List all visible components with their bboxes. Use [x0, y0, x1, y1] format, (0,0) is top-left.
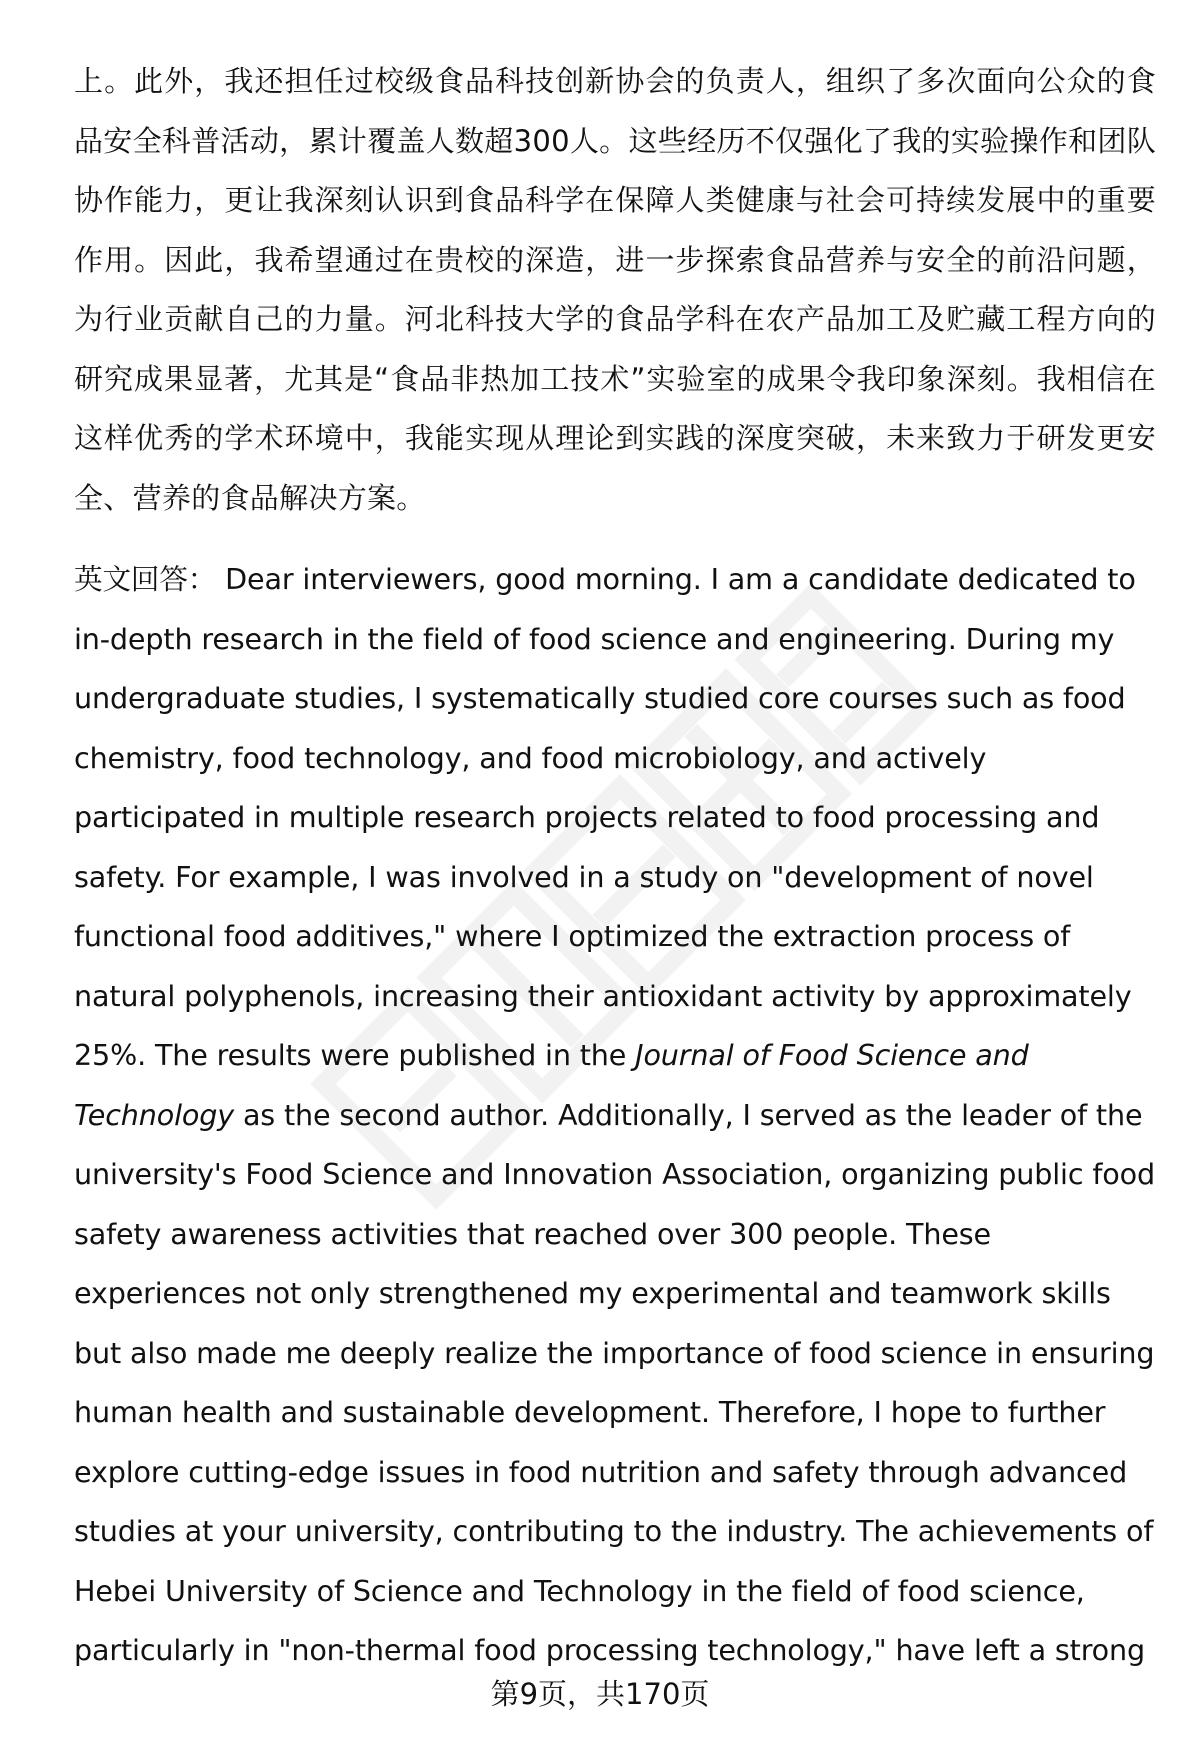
english-answer-text-part2: as the second author. Additionally, I served as the leader of the university's Food Science and Innovation Association, organizing public food safety awareness activities that reached over 300 people. These experiences not only strengthened my experimental and teamwork skills but also made me deeply realize the importance of food science in ensuring human health and sustainable development. Therefore, I hope to further explore cutting-edge issues in food nutrition and safety through advanced studies at your university, contributing to the industry. The achievements of Hebei University of Science and Technology in the field of food science, particularly in "non-thermal food processing technology," have left a strong — [74, 1097, 1155, 1667]
journal-title: Journal of Food Science and Technology — [74, 1038, 1029, 1132]
chinese-answer-paragraph: 上。此外，我还担任过校级食品科技创新协会的负责人，组织了多次面向公众的食品安全科普活动，累计覆盖人数超300人。这些经历不仅强化了我的实验操作和团队协作能力，更让我深刻认识到食品科学在保障人类健康与社会可持续发展中的重要作用。因此，我希望通过在贵校的深造，进一步探索食品营养与安全的前沿问题，为行业贡献自己的力量。河北科技大学的食品学科在农产品加工及贮藏工程方向的研究成果显著，尤其是“食品非热加工技术”实验室的成果令我印象深刻。我相信在这样优秀的学术环境中，我能实现从理论到实践的深度突破，未来致力于研发更安全、营养的食品解决方案。 — [74, 64, 1156, 515]
english-answer-paragraph — [74, 550, 1156, 1681]
english-answer-label: 英文回答： — [74, 562, 217, 596]
page-number-footer: 第9页，共170页 — [490, 1677, 710, 1711]
english-answer-text-part1: Dear interviewers, good morning. I am a candidate dedicated to in-depth research in the field of food science and engineering. During my undergraduate studies, I systematically studied core courses such as food chemistry, food technology, and food microbiology, and actively participated in multiple research projects related to food processing and safety. For example, I was involved in a study on "development of novel functional food additives," where I optimized the extraction process of natural polyphenols, increasing their antioxidant activity by approximately 25%. The results were published in the — [74, 562, 1136, 1072]
page-content — [74, 52, 1156, 1681]
